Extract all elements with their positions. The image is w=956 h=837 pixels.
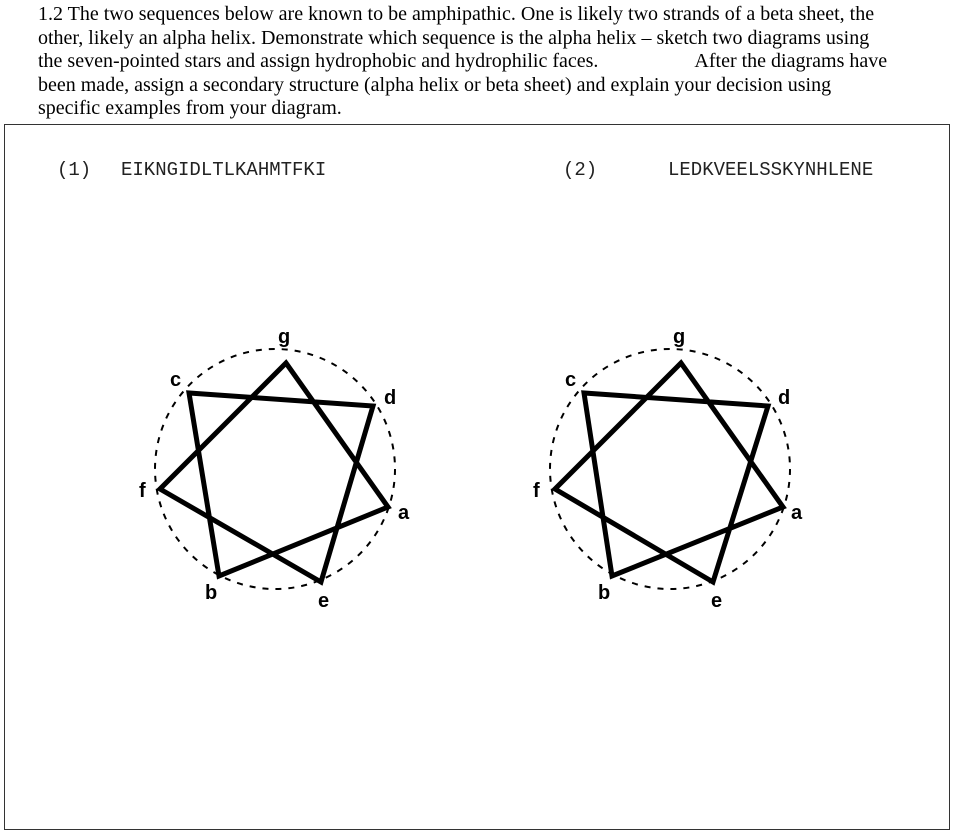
wheel-2-label-d: d	[778, 387, 791, 409]
wheel-1-label-f: f	[139, 480, 146, 502]
sequence-1-number: (1)	[57, 159, 92, 181]
wheel-2-label-f: f	[533, 480, 540, 502]
wheel-2-label-b: b	[598, 582, 611, 604]
wheel-2-label-e: e	[711, 590, 723, 612]
wheel-2-label-g: g	[673, 326, 686, 348]
wheel-2-label-a: a	[791, 502, 803, 524]
sequence-2-number: (2)	[563, 159, 598, 181]
wheel-1-label-a: a	[398, 502, 410, 524]
wheel-2-label-c: c	[565, 369, 577, 391]
wheel-1-label-e: e	[318, 590, 330, 612]
sequence-1: EIKNGIDLTLKAHMTFKI	[121, 159, 327, 181]
wheel-1-label-b: b	[205, 582, 218, 604]
question-line-1: 1.2 The two sequences below are known to be amphipathic. One is likely two strands of a beta sheet, the	[38, 3, 875, 25]
sequence-2: LEDKVEELSSKYNHLENE	[668, 159, 874, 181]
wheel-1-label-c: c	[170, 369, 182, 391]
wheel-1-label-g: g	[278, 326, 291, 348]
wheel-1-label-d: d	[384, 387, 397, 409]
question-line-4: been made, assign a secondary structure (alpha helix or beta sheet) and explain your decision using	[38, 73, 832, 96]
question-line-3a: the seven-pointed stars and assign hydrophobic and hydrophilic faces.	[38, 50, 599, 72]
wheel-2-star	[555, 363, 783, 582]
question-line-3b: After the diagrams have	[694, 50, 888, 72]
question-line-5: specific examples from your diagram.	[38, 97, 342, 119]
question-line-2: other, likely an alpha helix. Demonstrate which sequence is the alpha helix – sketch two diagrams using	[38, 26, 870, 49]
